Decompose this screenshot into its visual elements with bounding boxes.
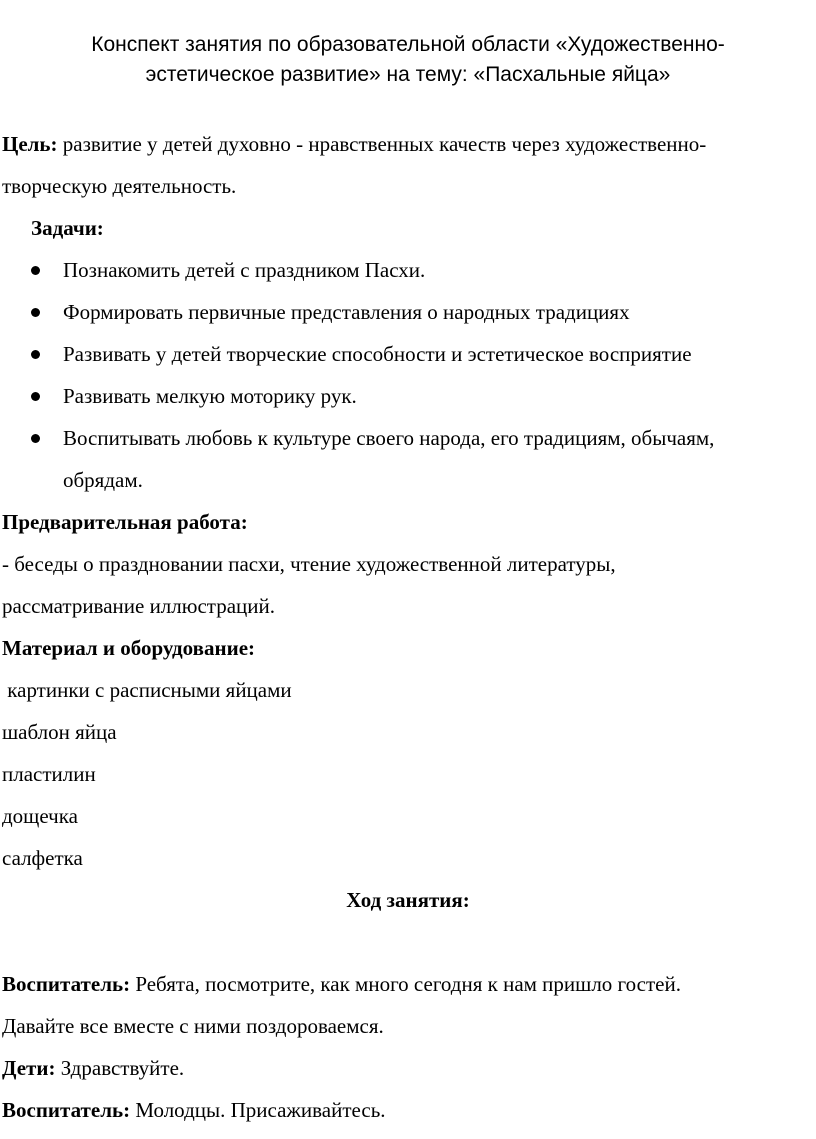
title-line-2: эстетическое развитие» на тему: «Пасхальные яйца» [145,63,671,86]
bullet-icon [31,392,40,401]
materials-heading-text: Материал и оборудование: [2,636,256,660]
bullet-icon [31,434,40,443]
goal-line-2: творческую деятельность. [2,174,237,198]
preliminary-line-2: рассматривание иллюстраций. [2,594,275,618]
dialogue-line: Воспитатель: Ребята, посмотрите, как много сегодня к нам пришло гостей. [2,972,681,996]
goal-section [2,123,814,207]
tasks-section [2,207,814,501]
course-heading-text: Ход занятия: [346,888,470,912]
list-item: картинки с расписными яйцами [2,678,292,702]
list-item: салфетка [2,846,83,870]
tasks-heading-text: Задачи: [31,216,104,240]
tasks-list [2,249,814,501]
bullet-icon [31,308,40,317]
list-item: Развивать мелкую моторику рук. [2,375,814,417]
list-item-continuation: обрядам. [63,468,143,492]
preliminary-heading [2,501,814,543]
list-item: шаблон яйца [2,720,117,744]
list-item: Воспитывать любовь к культуре своего народа, его традициям, обычаям, обрядам. [2,417,814,501]
materials-section [2,627,814,879]
dialogue-line: Воспитатель: Молодцы. Присаживайтесь. [2,1098,386,1122]
dialogue-section [2,963,814,1131]
speaker-label: Воспитатель: [2,1098,131,1122]
list-item: Познакомить детей с праздником Пасхи. [2,249,814,291]
speaker-label: Дети: [2,1056,56,1080]
list-item: дощечка [2,804,78,828]
list-item: пластилин [2,762,96,786]
dialogue-line: Давайте все вместе с ними поздороваемся. [2,1014,384,1038]
tasks-heading [2,207,814,249]
bullet-icon [31,266,40,275]
speaker-label: Воспитатель: [2,972,131,996]
goal-line-1 [2,123,814,165]
list-item: Развивать у детей творческие способности и эстетическое восприятие [2,333,814,375]
goal-text: развитие у детей духовно - нравственных качеств через художественно- [57,132,707,156]
goal-label: Цель: [2,132,58,156]
preliminary-line-1: - беседы о праздновании пасхи, чтение художественной литературы, [2,552,616,576]
list-item: Формировать первичные представления о народных традициях [2,291,814,333]
title-line-1: Конспект занятия по образовательной области «Художественно- [91,33,725,56]
preliminary-heading-text: Предварительная работа: [2,510,248,534]
course-heading [2,879,814,921]
materials-heading [2,627,814,669]
bullet-icon [31,350,40,359]
document-title [0,30,816,90]
dialogue-line: Дети: Здравствуйте. [2,1056,185,1080]
preliminary-section [2,501,814,627]
